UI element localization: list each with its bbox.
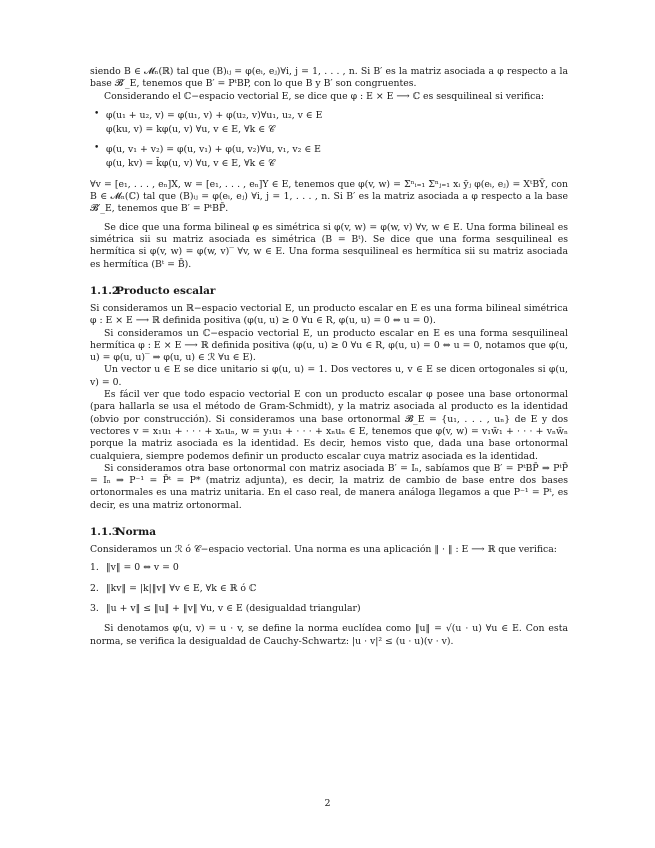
- sesquilineal-definition: Considerando el ℂ−espacio vectorial E, se dice que φ : E × E ⟶ ℂ es sesquilineal si verifica:: [104, 90, 545, 102]
- condition-line: φ(u, kv) = k̄φ(u, v) ∀u, v ∈ E, ∀k ∈ 𝒞: [106, 157, 275, 169]
- section-number: 1.1.2: [90, 284, 120, 297]
- paragraph: Si consideramos otra base ortonormal con matriz asociada B′ = Iₙ, sabíamos que B′ = PᵗBP̄ ⇒ PᵗP̄ = Iₙ ⇒ P⁻¹ = P̄ᵗ = P* (matriz adjunta), es decir, la matriz de cambio de base entre dos bases ortonormales es una matriz unitaria. En el caso real, de manera análoga llegamos a que P⁻¹ = Pᵗ, es decir, es una matriz ortonormal.: [90, 462, 568, 511]
- page-content: [90, 66, 568, 648]
- section-heading-norma: [90, 526, 568, 538]
- paragraph: Es fácil ver que todo espacio vectorial E con un producto escalar φ posee una base ortonormal (para hallarla se usa el método de Gram-Schmidt), y la matriz asociada al producto es la identidad (obvio por construcción). Si consideramos una base ortonormal 𝓑_E = {u₁, . . . , uₙ} de E y dos vectores v = x₁u₁ + · · · + xₙuₙ, w = y₁u₁ + · · · + xₙuₙ ∈ E, tenemos que φ(v, w) = v₁w̄₁ + · · · + vₙw̄ₙ porque la matriz asociada es la identidad. Es decir, hemos visto que, dada una base ortonormal cualquiera, siempre podemos definir un producto escalar cuya matriz asociada es la identidad.: [90, 389, 568, 462]
- item-text: ‖u + v‖ ≤ ‖u‖ + ‖v‖ ∀u, v ∈ E (desigualdad triangular): [106, 602, 361, 614]
- intro-paragraph: siendo B ∈ 𝓜ₙ(ℝ) tal que (B)ᵢⱼ = φ(eᵢ, eⱼ)∀i, j = 1, . . . , n. Si B′ es la matriz asociada a φ respecto a la base 𝓑′_E, tenemos que B′ = PᵗBP, con lo que B y B′ son congruentes.: [90, 66, 568, 90]
- paragraph: Un vector u ∈ E se dice unitario si φ(u, u) = 1. Dos vectores u, v ∈ E se dicen ortogonales si φ(u, v) = 0.: [90, 364, 568, 388]
- section-heading-producto-escalar: [90, 285, 568, 297]
- paragraph: Consideramos un ℛ ó 𝒞−espacio vectorial. Una norma es una aplicación ‖ · ‖ : E ⟶ ℝ que verifica:: [90, 544, 557, 556]
- condition-line: φ(ku, v) = kφ(u, v) ∀u, v ∈ E, ∀k ∈ 𝒞: [106, 123, 275, 135]
- list-item: [94, 108, 568, 137]
- norm-properties-list: [90, 562, 568, 615]
- list-item: [90, 602, 568, 615]
- item-number: 3.: [90, 602, 99, 614]
- paragraph: Si consideramos un ℂ−espacio vectorial E, un producto escalar en E es una forma sesquilineal hermítica φ : E × E ⟶ ℝ definida positiva (φ(u, u) ≥ 0 ∀u ∈ R, φ(u, u) = 0 ⇔ u = 0, notamos que φ(u, u) = φ(u, u)‾ ⇒ φ(u, u) ∈ ℛ ∀u ∈ E).: [90, 327, 568, 364]
- sesquilineal-conditions: [90, 109, 568, 171]
- item-number: 1.: [90, 562, 99, 574]
- section-title: Norma: [116, 526, 157, 539]
- matrix-formula-paragraph: ∀v = [e₁, . . . , eₙ]X, w = [e₁, . . . , eₙ]Y ∈ E, tenemos que φ(v, w) = Σⁿᵢ₌₁ Σⁿⱼ₌₁ xᵢ ȳⱼ φ(eᵢ, eⱼ) = XᵗBȲ, con B ∈ 𝓜ₙ(ℂ) tal que (B)ᵢⱼ = φ(eᵢ, eⱼ) ∀i, j = 1, . . . , n. Si B′ es la matriz asociada a φ respecto a la base 𝓑′_E, tenemos que B′ = PᵗBP̄.: [90, 178, 568, 215]
- section-number: 1.1.3: [90, 526, 120, 539]
- section-title: Producto escalar: [116, 284, 216, 297]
- paragraph: Si consideramos un ℝ−espacio vectorial E, un producto escalar en E es una forma bilineal simétrica φ : E × E ⟶ ℝ definida positiva (φ(u, u) ≥ 0 ∀u ∈ R, φ(u, u) = 0 ⇔ u = 0).: [90, 302, 568, 327]
- item-number: 2.: [90, 582, 99, 594]
- bullet-icon: •: [94, 108, 100, 119]
- condition-line: φ(u₁ + u₂, v) = φ(u₁, v) + φ(u₂, v)∀u₁, u₂, v ∈ E: [106, 109, 323, 121]
- symmetric-hermitian-paragraph: Se dice que una forma bilineal φ es simétrica si φ(v, w) = φ(w, v) ∀v, w ∈ E. Una forma bilineal es simétrica sii su matriz asociada es simétrica (B = Bᵗ). Se dice que una forma sesquilineal es hermítica si φ(v, w) = φ(w, v)‾ ∀v, w ∈ E. Una forma sesquilineal es hermítica sii su matriz asociada es hermítica (Bᵗ = B̄).: [90, 221, 568, 270]
- list-item: [90, 562, 568, 574]
- page-number: 2: [324, 798, 331, 809]
- condition-line: φ(u, v₁ + v₂) = φ(u, v₁) + φ(u, v₂)∀u, v₁, v₂ ∈ E: [106, 143, 321, 155]
- list-item: [90, 582, 568, 595]
- bullet-icon: •: [94, 142, 100, 153]
- list-item: [94, 142, 568, 171]
- paragraph: Si denotamos φ(u, v) = u · v, se define la norma euclídea como ‖u‖ = √(u · u) ∀u ∈ E. Con esta norma, se verifica la desigualdad de Cauchy-Schwartz: |u · v|² ≤ (u · u)(v · v).: [90, 623, 568, 647]
- item-text: ‖kv‖ = |k|‖v‖ ∀v ∈ E, ∀k ∈ ℝ ó ℂ: [106, 582, 257, 594]
- item-text: ‖v‖ = 0 ⇔ v = 0: [106, 562, 179, 574]
